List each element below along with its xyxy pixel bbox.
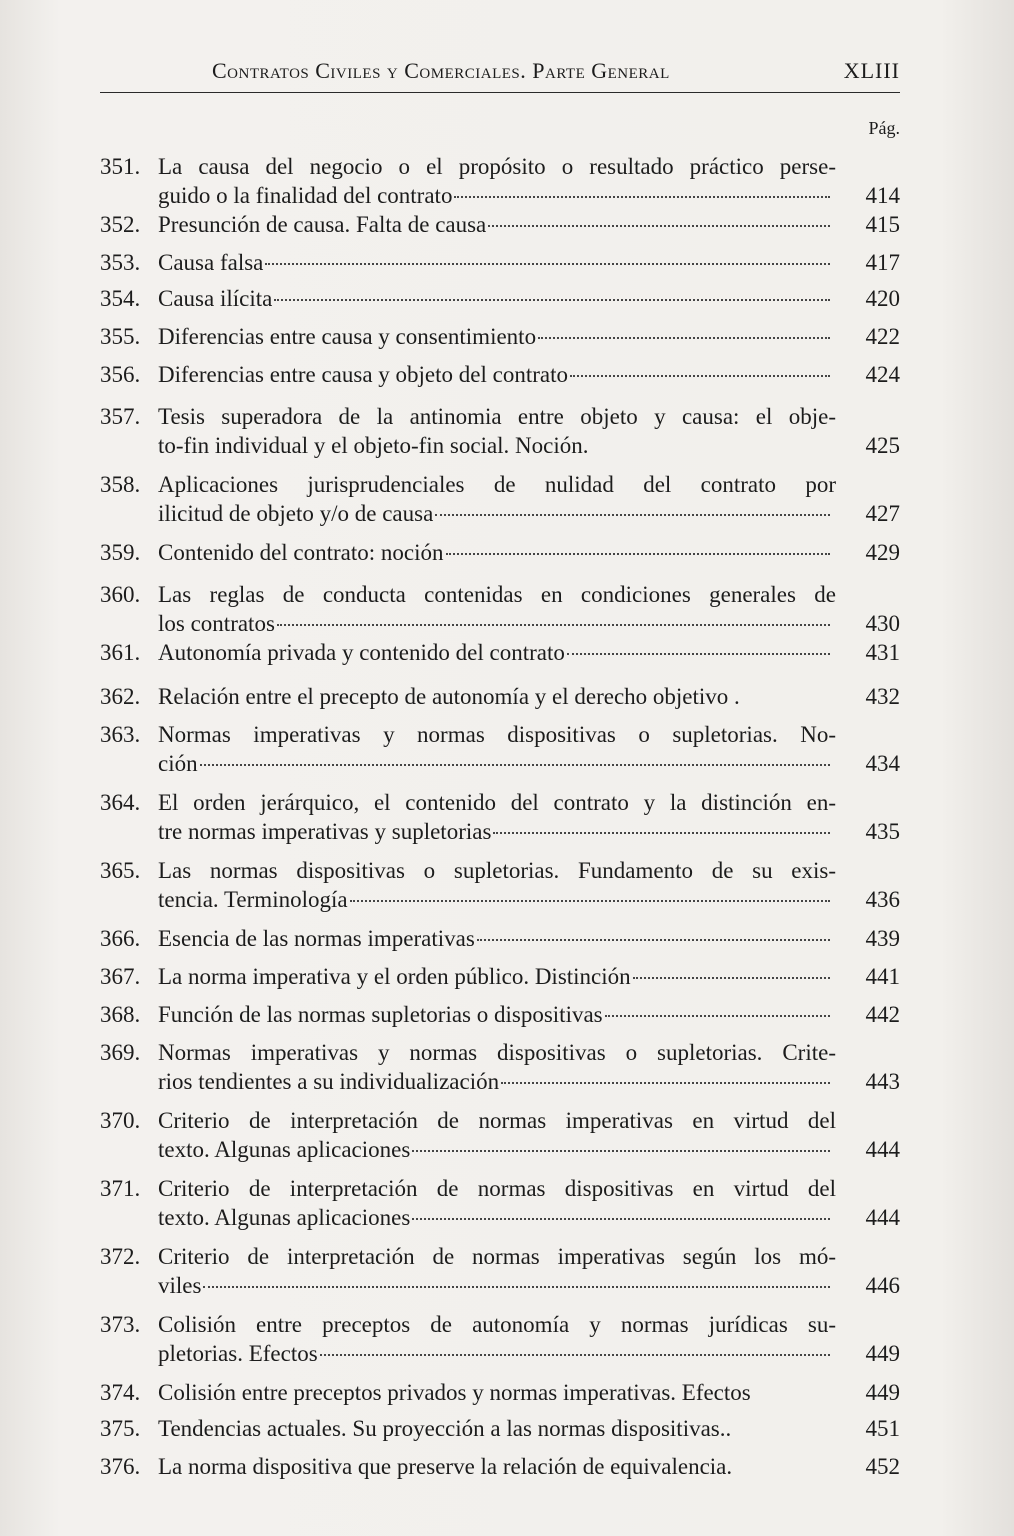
page-number-roman: XLIII (843, 58, 900, 83)
dot-leader (605, 1015, 830, 1017)
dot-leader (274, 299, 830, 301)
toc-entry (100, 360, 900, 389)
entry-page-number: 449 (865, 1341, 900, 1366)
dot-leader (454, 196, 830, 198)
entry-number: 357. (100, 404, 141, 429)
dot-leader (446, 553, 830, 555)
entry-title-line: Criterio de interpretación de normas imperativas según los mó- (158, 1244, 836, 1269)
entry-title-last-line: rios tendientes a su individualización (158, 1069, 500, 1094)
entry-title-line: El orden jerárquico, el contenido del contrato y la distinción en- (158, 790, 836, 815)
entry-number: 360. (100, 582, 141, 607)
toc-entry (100, 1414, 900, 1443)
entry-title-last-line: Relación entre el precepto de autonomía y el derecho objetivo . (158, 684, 740, 709)
toc-entry (100, 1038, 900, 1096)
entry-title-line: Aplicaciones jurisprudenciales de nulidad del contrato por (158, 472, 836, 497)
entry-title-last-line: Causa ilícita (158, 286, 273, 311)
toc-entry (100, 470, 900, 528)
entry-page-number: 417 (865, 250, 900, 275)
entry-page-number: 449 (865, 1380, 900, 1405)
entry-number: 362. (100, 684, 141, 709)
entry-title-last-line: Función de las normas supletorias o dispositivas (158, 1002, 603, 1027)
entry-page-number: 432 (865, 684, 900, 709)
running-header (100, 58, 900, 93)
entry-title-line: Colisión entre preceptos de autonomía y normas jurídicas su- (158, 1312, 836, 1337)
entry-number: 372. (100, 1244, 141, 1269)
entry-title-line: Las reglas de conducta contenidas en condiciones generales de (158, 582, 836, 607)
entry-page-number: 415 (865, 212, 900, 237)
dot-leader (435, 514, 830, 516)
entry-title-last-line: Tendencias actuales. Su proyección a las normas dispositivas.. (158, 1416, 732, 1441)
entry-page-number: 444 (865, 1137, 900, 1162)
entry-number: 368. (100, 1002, 141, 1027)
toc-entry (100, 1174, 900, 1232)
running-header-title: Contratos Civiles y Comerciales. Parte General (212, 58, 670, 83)
toc-entry (100, 580, 900, 638)
toc-entry (100, 962, 900, 991)
entry-number: 363. (100, 722, 141, 747)
entry-number: 376. (100, 1454, 141, 1479)
entry-title-last-line: tre normas imperativas y supletorias (158, 819, 492, 844)
toc-entry (100, 924, 900, 953)
entry-title-last-line: los contratos (158, 611, 275, 636)
toc-entry (100, 788, 900, 846)
entry-number: 354. (100, 286, 141, 311)
entry-title-last-line: tencia. Terminología (158, 887, 348, 912)
entry-number: 352. (100, 212, 141, 237)
entry-title-last-line: ción (158, 751, 198, 776)
toc-entry (100, 1452, 900, 1481)
entry-title-last-line: texto. Algunas aplicaciones (158, 1137, 411, 1162)
entry-number: 371. (100, 1176, 141, 1201)
entry-title-last-line: Autonomía privada y contenido del contrato (158, 640, 565, 665)
entry-page-number: 439 (865, 926, 900, 951)
entry-title-last-line: to-fin individual y el objeto-fin social. Noción. (158, 433, 589, 458)
entry-number: 365. (100, 858, 141, 883)
toc-entry (100, 1378, 900, 1407)
toc-entry (100, 1242, 900, 1300)
toc-entry (100, 248, 900, 277)
toc-entry (100, 720, 900, 778)
entry-page-number: 441 (865, 964, 900, 989)
dot-leader (567, 653, 830, 655)
entry-title-line: Criterio de interpretación de normas dispositivas en virtud del (158, 1176, 836, 1201)
entry-page-number: 452 (865, 1454, 900, 1479)
entry-number: 356. (100, 362, 141, 387)
entry-number: 361. (100, 640, 141, 665)
entry-page-number: 427 (865, 501, 900, 526)
entry-title-last-line: Presunción de causa. Falta de causa (158, 212, 487, 237)
entry-number: 370. (100, 1108, 141, 1133)
entry-title-last-line: Diferencias entre causa y consentimiento (158, 324, 537, 349)
entry-number: 373. (100, 1312, 141, 1337)
entry-title-last-line: ilicitud de objeto y/o de causa (158, 501, 434, 526)
entry-page-number: 435 (865, 819, 900, 844)
entry-page-number: 446 (865, 1273, 900, 1298)
toc-entry (100, 856, 900, 914)
entry-number: 359. (100, 540, 141, 565)
page-column-label: Pág. (868, 118, 900, 138)
toc-entry (100, 402, 900, 460)
entry-page-number: 424 (865, 362, 900, 387)
entry-page-number: 430 (865, 611, 900, 636)
entry-number: 355. (100, 324, 141, 349)
entry-title-last-line: Esencia de las normas imperativas (158, 926, 475, 951)
dot-leader (493, 832, 830, 834)
entry-number: 369. (100, 1040, 141, 1065)
dot-leader (200, 764, 830, 766)
entry-title-line: Criterio de interpretación de normas imperativas en virtud del (158, 1108, 836, 1133)
entry-title-line: Las normas dispositivas o supletorias. Fundamento de su exis- (158, 858, 836, 883)
entry-number: 351. (100, 154, 141, 179)
entry-title-last-line: texto. Algunas aplicaciones (158, 1205, 411, 1230)
entry-page-number: 434 (865, 751, 900, 776)
entry-title-last-line: Colisión entre preceptos privados y normas imperativas. Efectos (158, 1380, 751, 1405)
entry-number: 358. (100, 472, 141, 497)
dot-leader (477, 939, 830, 941)
dot-leader (633, 977, 830, 979)
toc-entry (100, 538, 900, 567)
dot-leader (570, 375, 830, 377)
toc-entry (100, 284, 900, 313)
entry-title-last-line: Causa falsa (158, 250, 264, 275)
entry-number: 366. (100, 926, 141, 951)
entry-title-line: La causa del negocio o el propósito o resultado práctico perse- (158, 154, 836, 179)
entry-title-line: Tesis superadora de la antinomia entre objeto y causa: el obje- (158, 404, 836, 429)
entry-title-last-line: La norma dispositiva que preserve la relación de equivalencia. (158, 1454, 733, 1479)
toc-entry (100, 638, 900, 667)
toc-entry (100, 682, 900, 711)
entry-page-number: 425 (865, 433, 900, 458)
dot-leader (412, 1218, 830, 1220)
entry-page-number: 451 (865, 1416, 900, 1441)
dot-leader (277, 624, 830, 626)
toc-entry (100, 1310, 900, 1368)
entry-page-number: 429 (865, 540, 900, 565)
entry-page-number: 422 (865, 324, 900, 349)
entry-page-number: 414 (865, 183, 900, 208)
dot-leader (501, 1082, 830, 1084)
toc-entry (100, 1000, 900, 1029)
entry-number: 375. (100, 1416, 141, 1441)
dot-leader (265, 263, 830, 265)
toc-entry (100, 210, 900, 239)
toc-entry (100, 1106, 900, 1164)
entry-title-last-line: pletorias. Efectos (158, 1341, 318, 1366)
dot-leader (320, 1354, 830, 1356)
entry-page-number: 443 (865, 1069, 900, 1094)
entry-title-line: Normas imperativas y normas dispositivas o supletorias. No- (158, 722, 836, 747)
dot-leader (203, 1286, 830, 1288)
entry-number: 353. (100, 250, 141, 275)
dot-leader (488, 225, 830, 227)
entry-title-last-line: Diferencias entre causa y objeto del contrato (158, 362, 568, 387)
entry-page-number: 442 (865, 1002, 900, 1027)
entry-page-number: 444 (865, 1205, 900, 1230)
dot-leader (412, 1150, 830, 1152)
entry-title-last-line: guido o la finalidad del contrato (158, 183, 453, 208)
entry-title-last-line: viles (158, 1273, 202, 1298)
entry-number: 364. (100, 790, 141, 815)
toc-entry (100, 322, 900, 351)
dot-leader (538, 337, 830, 339)
entry-title-last-line: La norma imperativa y el orden público. Distinción (158, 964, 631, 989)
entry-page-number: 431 (865, 640, 900, 665)
entry-title-last-line: Contenido del contrato: noción (158, 540, 444, 565)
entry-number: 367. (100, 964, 141, 989)
entry-number: 374. (100, 1380, 141, 1405)
entry-page-number: 420 (865, 286, 900, 311)
toc-entry (100, 152, 900, 210)
entry-page-number: 436 (865, 887, 900, 912)
dot-leader (350, 900, 830, 902)
entry-title-line: Normas imperativas y normas dispositivas o supletorias. Crite- (158, 1040, 836, 1065)
